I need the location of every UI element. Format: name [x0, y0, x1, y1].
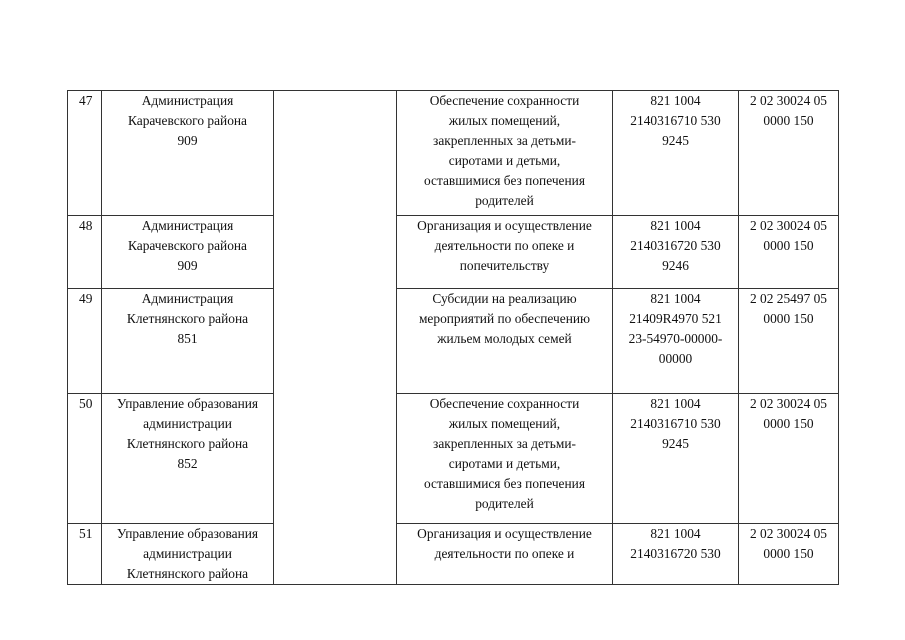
purpose-line: Организация и осуществление: [417, 218, 592, 233]
row-number: 47: [68, 91, 102, 216]
recipient-cell: [102, 289, 274, 394]
recipient-line: Карачевского района: [128, 113, 247, 128]
revenue-code-line: 0000 150: [763, 546, 814, 561]
budget-code-line: 2140316720 530: [630, 238, 721, 253]
recipient-line: Клетнянского района: [126, 436, 249, 451]
revenue-code-line: 0000 150: [763, 416, 814, 431]
purpose-line: мероприятий по обеспечению: [418, 311, 591, 326]
empty-column-cell: [274, 91, 397, 216]
budget-code-line: 2140316710 530: [630, 113, 721, 128]
budget-code-cell: [613, 524, 739, 585]
row-number: 49: [68, 289, 102, 394]
purpose-line: Обеспечение сохранности: [429, 93, 580, 108]
budget-code-line: 9245: [662, 133, 689, 148]
recipient-cell: [102, 91, 274, 216]
purpose-line: деятельности по опеке и: [434, 546, 575, 561]
revenue-code-cell: [739, 216, 839, 289]
budget-code-line: 821 1004: [650, 291, 701, 306]
recipient-line: Администрация: [141, 218, 234, 233]
recipient-line: администрации: [143, 416, 232, 431]
budget-code-cell: [613, 394, 739, 524]
table-row: [68, 91, 839, 216]
recipient-cell: [102, 394, 274, 524]
purpose-line: жилых помещений,: [448, 416, 561, 431]
budget-code-line: 2140316710 530: [630, 416, 721, 431]
recipient-line: администрации: [143, 546, 232, 561]
revenue-code-line: 0000 150: [763, 238, 814, 253]
purpose-line: жильем молодых семей: [437, 331, 572, 346]
table-row: [68, 216, 839, 289]
budget-code-line: 23-54970-00000-: [628, 331, 723, 346]
revenue-code-line: 2 02 25497 05: [750, 291, 827, 306]
budget-code-line: 821 1004: [650, 218, 701, 233]
recipient-line: Администрация: [141, 93, 234, 108]
row-number: 51: [68, 524, 102, 585]
revenue-code-line: 0000 150: [763, 311, 814, 326]
revenue-code-line: 2 02 30024 05: [750, 93, 827, 108]
table-row: [68, 524, 839, 585]
recipient-line: Управление образования: [116, 396, 259, 411]
purpose-line: закрепленных за детьми-: [433, 436, 576, 451]
table-row: [68, 289, 839, 394]
recipient-line: Клетнянского района: [126, 566, 249, 581]
table-body: [68, 91, 839, 585]
purpose-line: закрепленных за детьми-: [433, 133, 576, 148]
empty-column-cell: [274, 524, 397, 585]
budget-code-line: 9245: [662, 436, 689, 451]
document-table: [67, 90, 839, 585]
recipient-cell: [102, 524, 274, 585]
purpose-line: оставшимися без попечения: [423, 173, 585, 188]
budget-code-line: 821 1004: [650, 396, 701, 411]
revenue-code-cell: [739, 91, 839, 216]
purpose-cell: [397, 394, 613, 524]
revenue-code-cell: [739, 524, 839, 585]
row-number: 50: [68, 394, 102, 524]
budget-code-cell: [613, 289, 739, 394]
budget-code-line: 9246: [662, 258, 689, 273]
revenue-code-line: 0000 150: [763, 113, 814, 128]
revenue-code-line: 2 02 30024 05: [750, 396, 827, 411]
purpose-line: Субсидии на реализацию: [432, 291, 577, 306]
budget-code-cell: [613, 216, 739, 289]
empty-column-cell: [274, 394, 397, 524]
purpose-cell: [397, 289, 613, 394]
purpose-line: Организация и осуществление: [417, 526, 592, 541]
recipient-line: 909: [177, 133, 198, 148]
recipient-line: Карачевского района: [128, 238, 247, 253]
purpose-line: оставшимися без попечения: [423, 476, 585, 491]
budget-code-line: 2140316720 530: [630, 546, 721, 561]
empty-column-cell: [274, 216, 397, 289]
recipient-line: Клетнянского района: [126, 311, 249, 326]
purpose-cell: [397, 216, 613, 289]
recipient-line: Управление образования: [116, 526, 259, 541]
revenue-code-line: 2 02 30024 05: [750, 526, 827, 541]
row-number: 48: [68, 216, 102, 289]
budget-code-line: 21409R4970 521: [629, 311, 722, 326]
budget-code-cell: [613, 91, 739, 216]
purpose-line: родителей: [475, 193, 534, 208]
revenue-code-line: 2 02 30024 05: [750, 218, 827, 233]
budget-code-line: 821 1004: [650, 526, 701, 541]
recipient-line: 909: [177, 258, 198, 273]
recipient-line: 852: [177, 456, 198, 471]
purpose-cell: [397, 91, 613, 216]
recipient-cell: [102, 216, 274, 289]
purpose-line: родителей: [475, 496, 534, 511]
purpose-line: попечительству: [459, 258, 550, 273]
recipient-line: Администрация: [141, 291, 234, 306]
empty-column-cell: [274, 289, 397, 394]
purpose-cell: [397, 524, 613, 585]
purpose-line: сиротами и детьми,: [448, 153, 561, 168]
purpose-line: жилых помещений,: [448, 113, 561, 128]
budget-code-line: 821 1004: [650, 93, 701, 108]
recipient-line: 851: [177, 331, 198, 346]
table-row: [68, 394, 839, 524]
revenue-code-cell: [739, 394, 839, 524]
purpose-line: Обеспечение сохранности: [429, 396, 580, 411]
budget-code-line: 00000: [658, 351, 693, 366]
purpose-line: деятельности по опеке и: [434, 238, 575, 253]
revenue-code-cell: [739, 289, 839, 394]
purpose-line: сиротами и детьми,: [448, 456, 561, 471]
